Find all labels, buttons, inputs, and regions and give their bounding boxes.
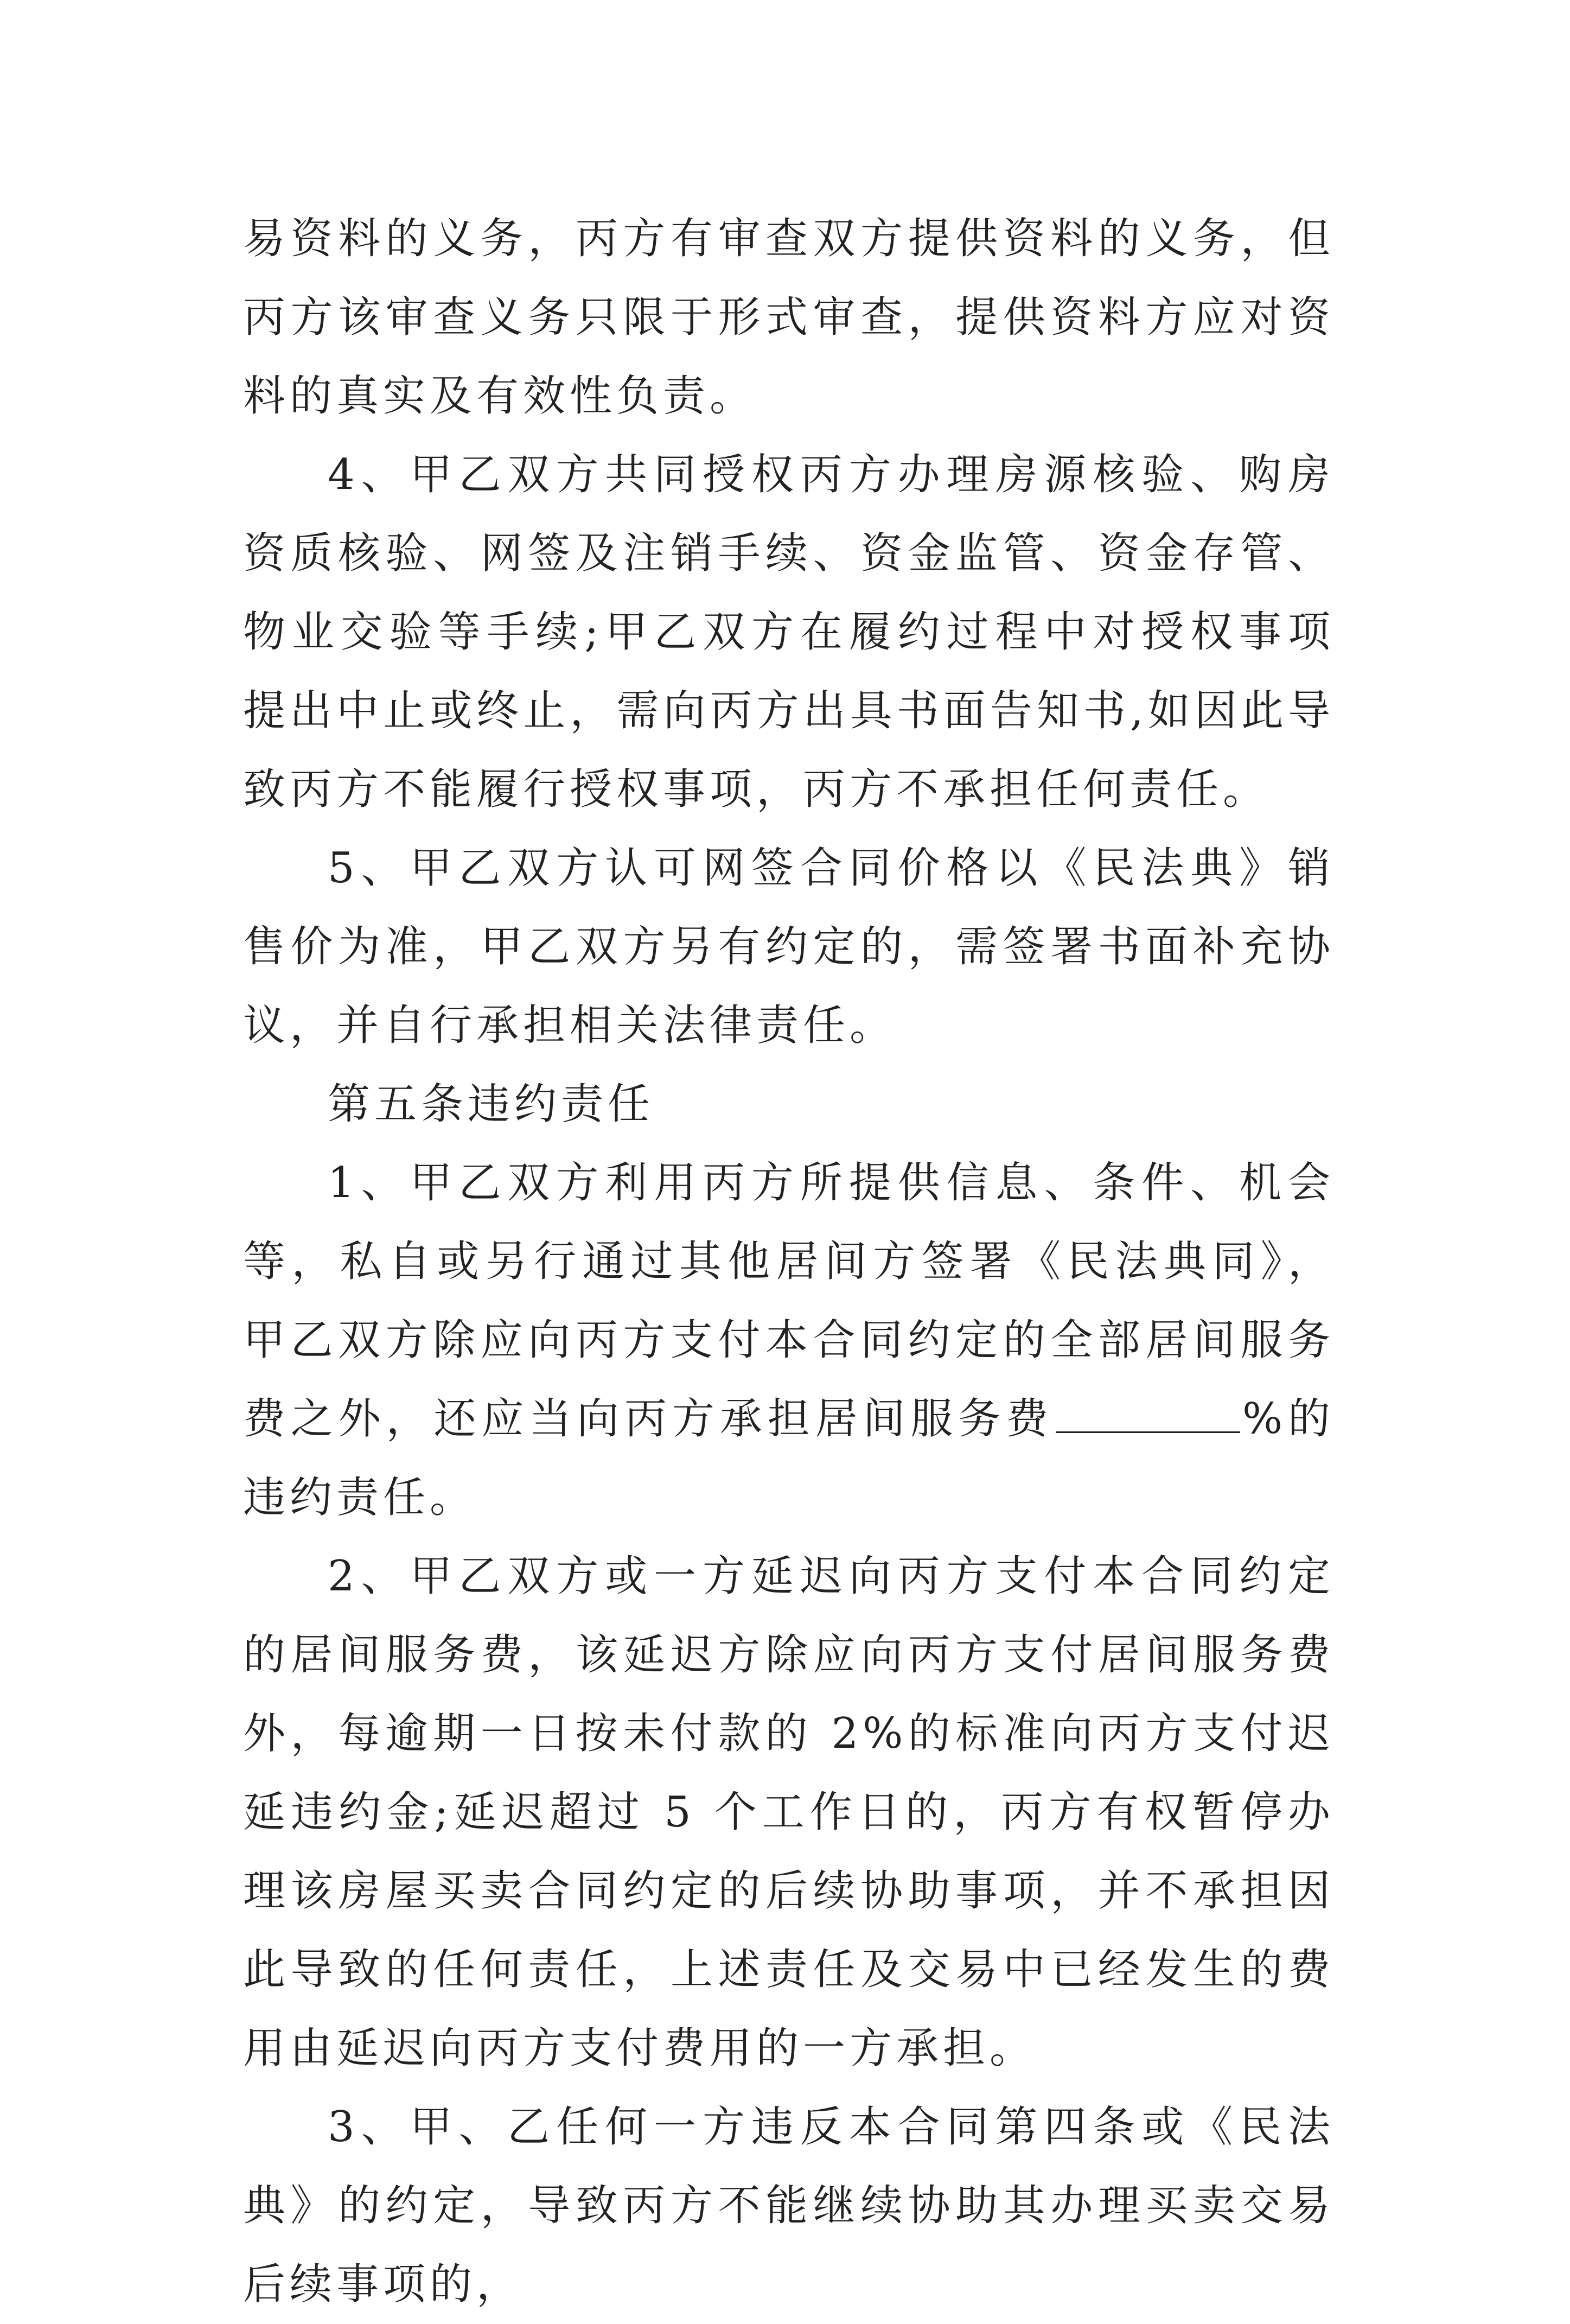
clause-1-text-end: %的违约责任。 <box>243 1395 1335 1522</box>
clause-2-late-payment: 2、甲乙双方或一方延迟向丙方支付本合同约定的居间服务费，该延迟方除应向丙方支付居间服务费外，每逾期一日按未付款的 2%的标准向丙方支付迟延违约金;延迟超过 5 个工作日的，丙方有权暂停办理该房屋买卖合同约定的后续协助事项，并不承担因此导致的任何责任，上述责任及交易中已经发生的费用由延迟向丙方支付费用的一方承担。 <box>243 1552 1335 2073</box>
article-5-heading: 第五条违约责任 <box>328 1080 655 1129</box>
clause-4-authorization: 4、甲乙双方共同授权丙方办理房源核验、购房资质核验、网签及注销手续、资金监管、资金存管、物业交验等手续;甲乙双方在履约过程中对授权事项提出中止或终止，需向丙方出具书面告知书,如因此导致丙方不能履行授权事项，丙方不承担任何责任。 <box>243 450 1335 814</box>
clause-5-contract-price: 5、甲乙双方认可网签合同价格以《民法典》销售价为准，甲乙双方另有约定的，需签署书面补充协议，并自行承担相关法律责任。 <box>243 844 1335 1050</box>
clause-1-text: 1、甲乙双方利用丙方所提供信息、条件、机会等，私自或另行通过其他居间方签署《民法典同》，甲乙双方除应向丙方支付本合同约定的全部居间服务费之外，还应当向丙方承担居间服务费 <box>243 1158 1335 1443</box>
fill-in-blank <box>1056 1428 1240 1433</box>
paragraph-continuation: 易资料的义务，丙方有审查双方提供资料的义务，但丙方该审查义务只限于形式审查，提供资料方应对资料的真实及有效性负责。 <box>243 214 1335 421</box>
document-body <box>243 200 1335 2324</box>
clause-1-breach <box>243 1144 1335 1537</box>
clause-3-violation: 3、甲、乙任何一方违反本合同第四条或《民法典》的约定，导致丙方不能继续协助其办理买卖交易后续事项的， <box>243 2103 1335 2309</box>
